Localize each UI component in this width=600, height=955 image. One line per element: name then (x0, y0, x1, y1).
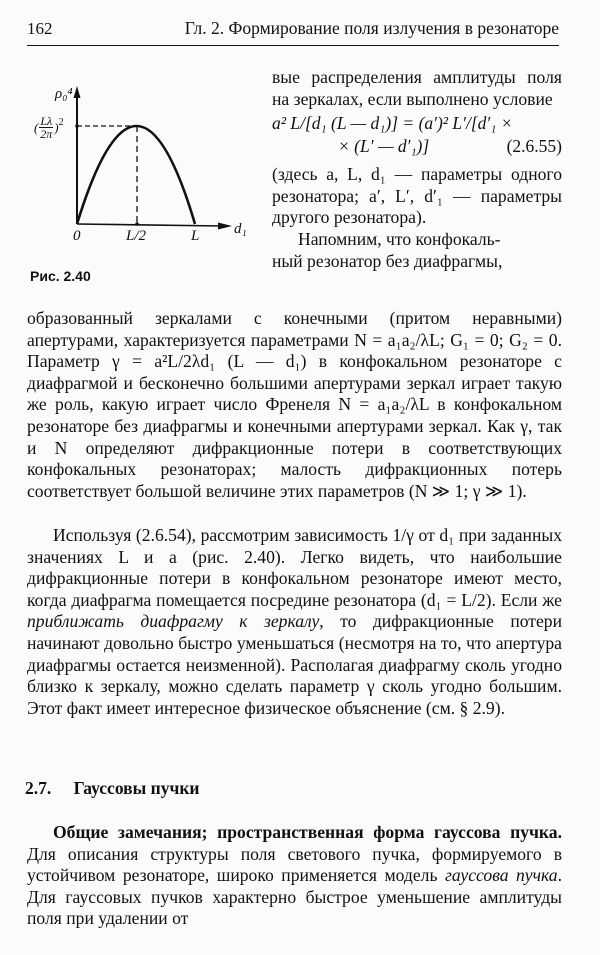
x-tick-L: L (191, 228, 200, 244)
run-in-heading: Общие замечания; пространственная форма гауссова пучка. (53, 822, 562, 842)
section-heading (25, 778, 200, 799)
page-number: 162 (27, 19, 53, 38)
figure-2-40 (0, 50, 270, 290)
section-paragraph: Общие замечания; пространственная форма гауссова пучка. Для описания структуры поля светового пучка, формируемого в устойчивом резонаторе, широко применяется модель гауссова пучка. Для гауссовых пучков характерно быстрое уменьшение амплитуды поля при удалении от (27, 822, 563, 929)
y-max-label: ( $\frac{L\lambda}{2\pi}$ ) $^2$ (34, 114, 64, 141)
equation-2-6-55: a² L/[d₁ (L — d₁)] = (a′)² L′/[d′₁ × × (L′ — d′₁)] (2.6.55) (272, 113, 562, 157)
side-paragraph: вые распределения амплитуды поля на зеркалах, если выполнено условие a² L/[d₁ (L — d₁)] = (a′)² L′/[d′₁ × × (L′ — d′₁)] (2.6.55) (здесь a, L, d₁ — параметры одного резонатора; a′, L′, d′₁ — параметры другого резонатора). Напомним, что конфокаль- ный резонатор без диафрагмы, (272, 67, 562, 271)
figure-caption: Рис. 2.40 (30, 268, 91, 284)
x-tick-half-L: L/2 (126, 228, 147, 244)
term-italic: гауссова пучка (444, 865, 558, 886)
y-axis-label: ρ₀⁴ (55, 86, 73, 102)
running-title: Гл. 2. Формирование поля излучения в резонаторе (184, 18, 559, 38)
section-title: Гауссовы пучки (73, 778, 200, 798)
x-axis-arrow-icon (218, 223, 232, 230)
body-paragraph-2: Используя (2.6.54), рассмотрим зависимость 1/γ от d₁ при заданных значениях L и a (рис. 2.40). Легко видеть, что наибольшие дифракционные потери в конфокальном резонаторе имеют место, когда диафрагма помещается посредине резонатора (d₁ = L/2). Если же приближать диафрагму к зеркалу, то дифракционные потери начинают довольно быстро уменьшаться (несмотря на то, что апертура диафрагмы остается неизменной). Располагая диафрагму сколь угодно близко к зеркалу, можно сделать параметр γ сколь угодно большим. Этот факт имеет интересное физическое объяснение (см. § 2.9). (27, 525, 563, 718)
x-tick-0: 0 (73, 228, 81, 244)
parabola-plot (0, 50, 270, 290)
equation-number: (2.6.55) (506, 136, 562, 157)
body-paragraph-1: образованный зеркалами с конечными (притом неравными) апертурами, характеризуется параметрами N = a₁a₂/λL; G₁ = 0; G₂ = 0. Параметр γ = a²L/2λd₁ (L — d₁) в конфокальном резонаторе с диафрагмой и бесконечно большими апертурами зеркал играет такую же роль, какую играет число Френеля N = a₁a₂/λL в конфокальном резонаторе без диафрагмы и конечными апертурами зеркал. Как γ, так и N определяют дифракционные потери в соответствующих конфокальных резонаторах; малость дифракционных потерь соответствует большой величине этих параметров (N ≫ 1; γ ≫ 1). (27, 308, 562, 501)
section-number: 2.7. (25, 778, 52, 798)
emphasis-text: приближать диафрагму к зеркалу (27, 611, 320, 632)
x-axis-label: d₁ (234, 221, 247, 237)
y-axis-arrow-icon (74, 86, 81, 98)
page-header (27, 18, 559, 46)
